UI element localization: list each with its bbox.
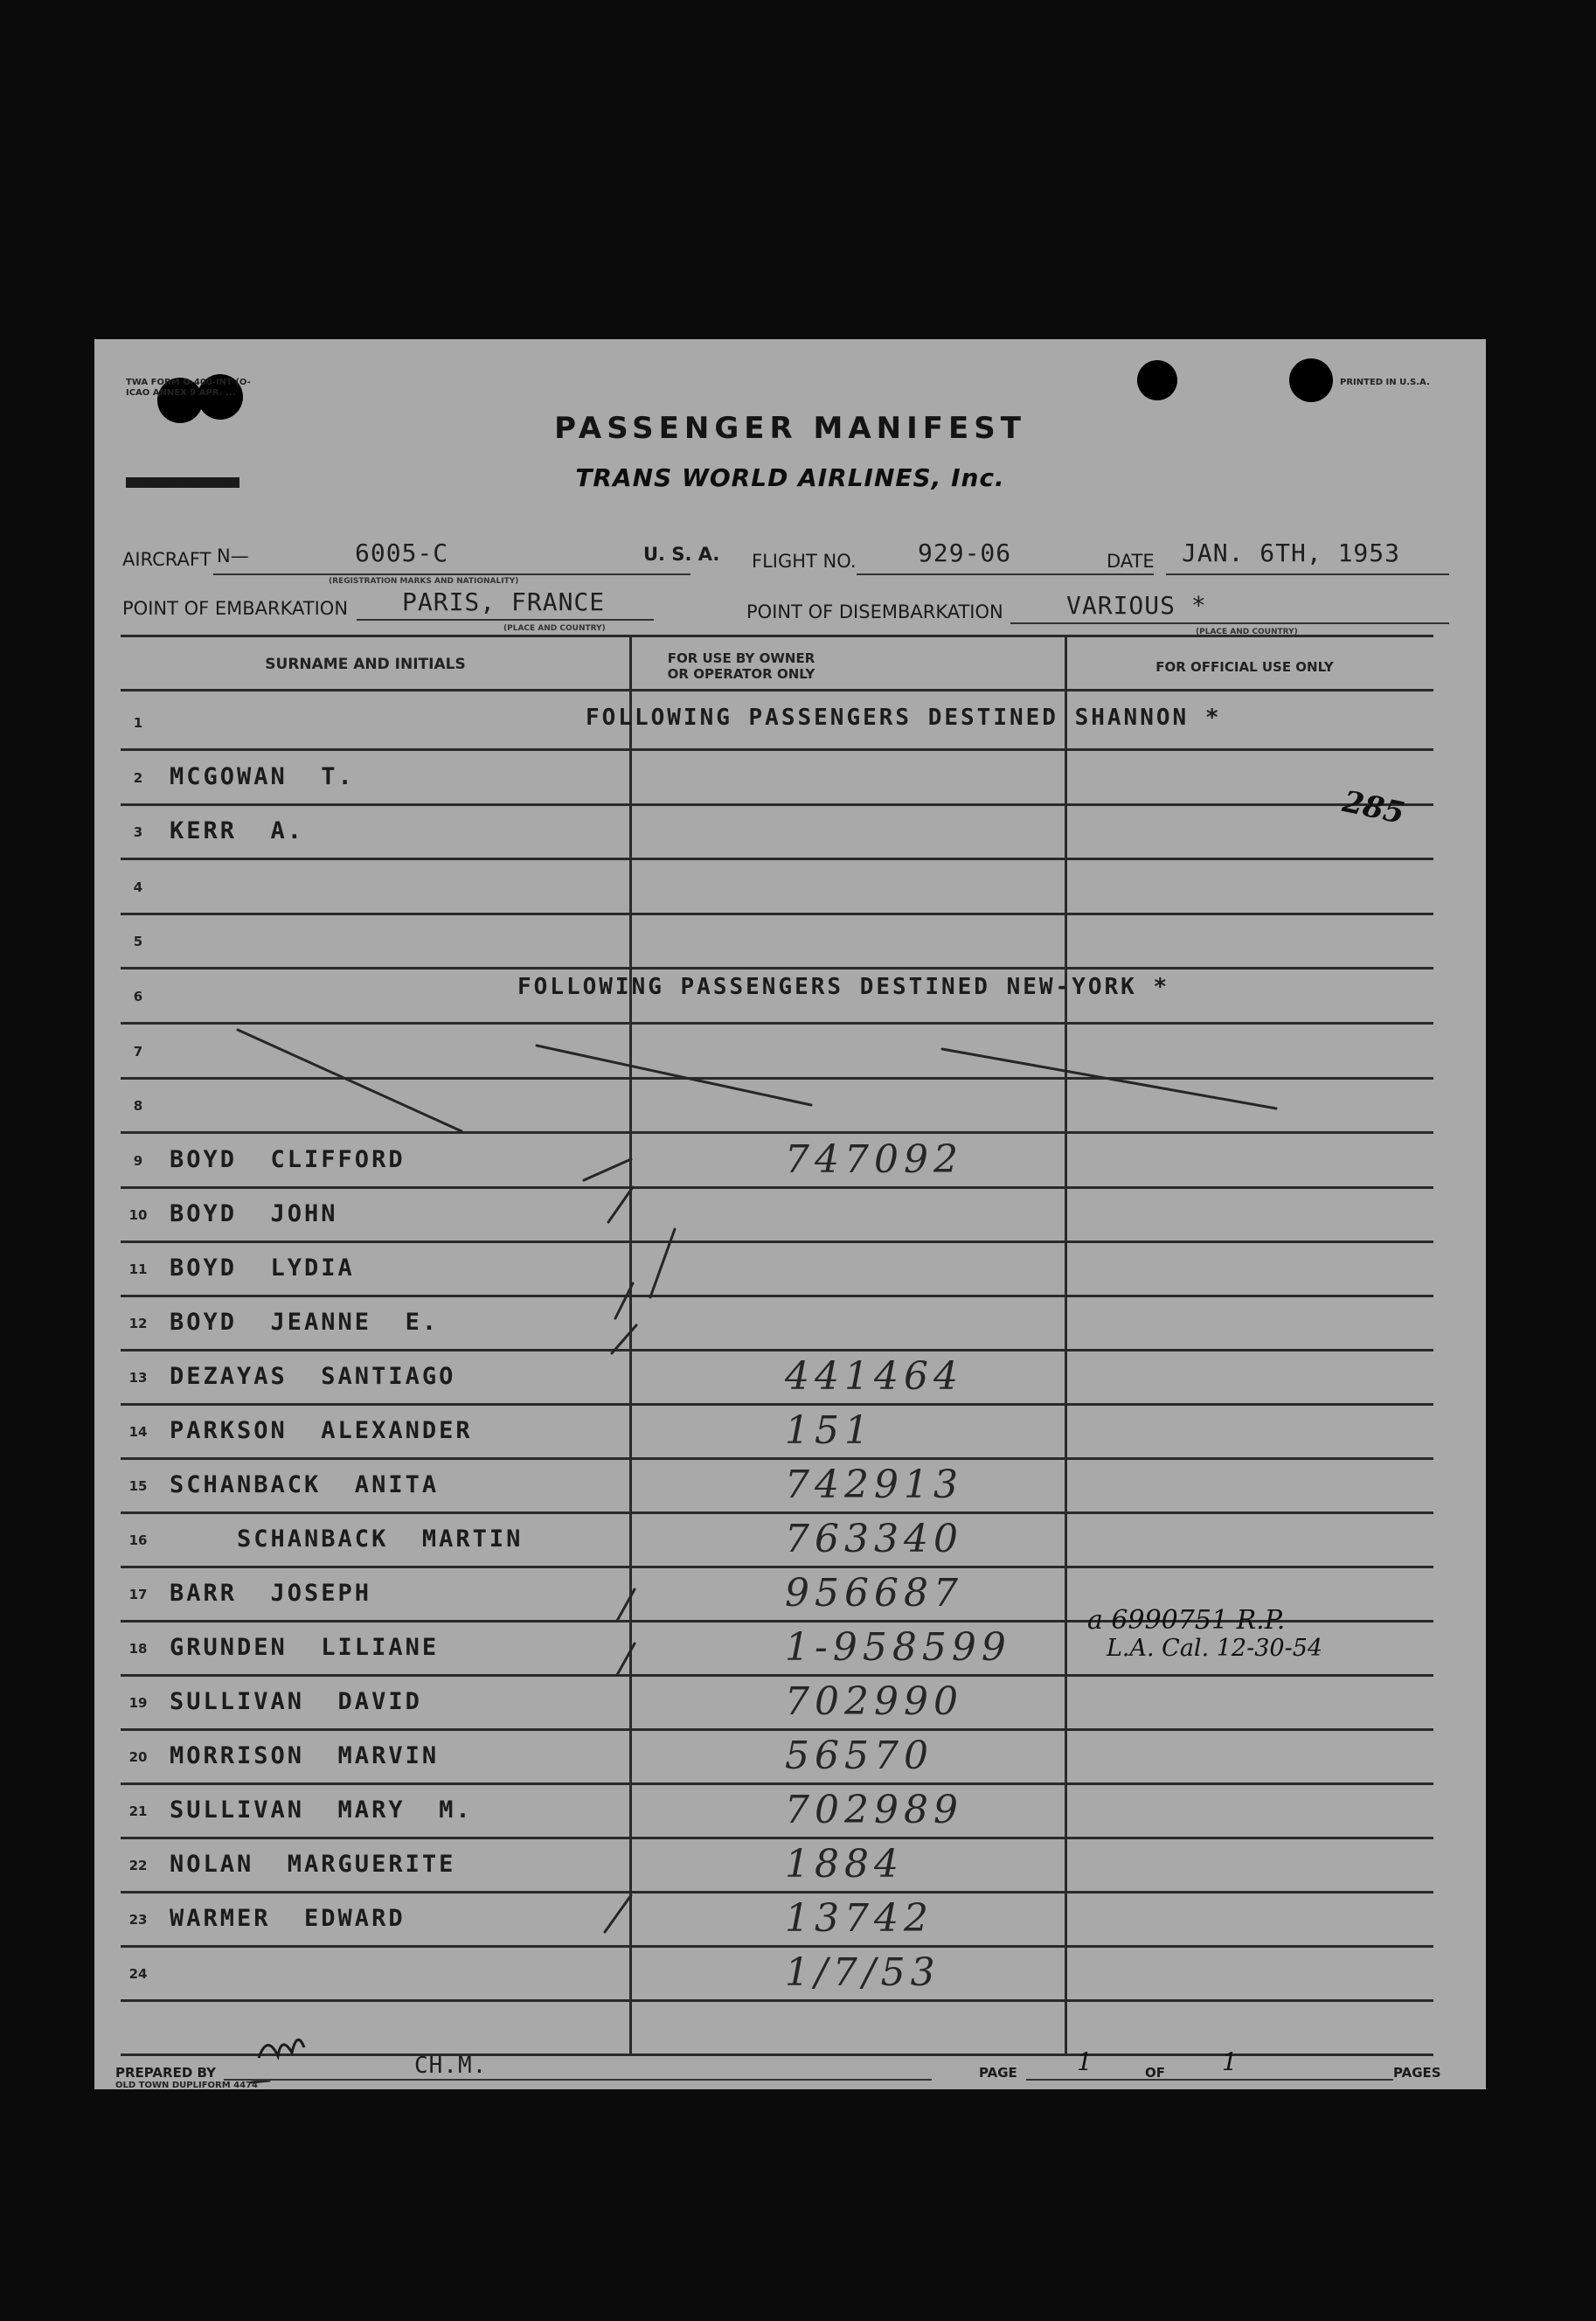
page-value: 1 [1077, 2047, 1093, 2076]
disembarkation-sublabel: (PLACE AND COUNTRY) [1196, 628, 1298, 636]
row-number: 9 [133, 1152, 143, 1169]
passenger-name: SULLIVAN MARY M. [170, 1796, 473, 1824]
date-value: JAN. 6TH, 1953 [1182, 539, 1401, 567]
banner-new-york: FOLLOWING PASSENGERS DESTINED NEW-YORK * [517, 974, 1170, 1000]
form-footer-code: OLD TOWN DUPLIFORM 4474 [115, 2081, 258, 2090]
page-label: PAGE [979, 2065, 1017, 2081]
preparer-signature [259, 2040, 304, 2058]
embarkation-label: POINT OF EMBARKATION [122, 598, 349, 619]
row-number: 2 [133, 769, 143, 786]
ticket-number: 1-958599 [785, 1624, 1011, 1670]
tick-mark [608, 1187, 633, 1222]
tick-mark [615, 1283, 633, 1318]
ticket-number: 702989 [785, 1787, 963, 1832]
row-number: 18 [128, 1640, 148, 1657]
prepared-by-value: CH.M. [414, 2053, 488, 2079]
ticket-number: 1/7/53 [785, 1949, 940, 1995]
ticket-number: 763340 [785, 1516, 963, 1561]
ticket-number: 956687 [785, 1570, 963, 1616]
disembarkation-label: POINT OF DISEMBARKATION [746, 601, 1003, 622]
ticket-number: 56570 [785, 1733, 933, 1778]
passenger-name: BOYD JOHN [170, 1199, 338, 1227]
passenger-name: BOYD LYDIA [170, 1254, 355, 1282]
flight-value: 929-06 [918, 539, 1012, 567]
of-label: OF [1145, 2065, 1165, 2081]
tick-mark [650, 1229, 675, 1297]
passenger-name: BARR JOSEPH [170, 1579, 372, 1607]
embarkation-value: PARIS, FRANCE [402, 587, 606, 616]
ticket-number: 747092 [785, 1136, 963, 1182]
cross-out-stroke [942, 1049, 1276, 1108]
ticket-number: 742913 [785, 1462, 963, 1507]
pen-strokes [94, 339, 1486, 2089]
airline-name: TRANS WORLD AIRLINES, Inc. [575, 463, 1005, 492]
ticket-number: 441464 [785, 1353, 963, 1399]
passenger-name: SCHANBACK ANITA [170, 1470, 440, 1498]
of-value: 1 [1222, 2047, 1238, 2076]
row-number: 8 [133, 1098, 143, 1115]
aircraft-prefix: N— [217, 546, 249, 566]
official-note-line-2: L.A. Cal. 12-30-54 [1107, 1635, 1323, 1662]
date-label: DATE [1107, 551, 1155, 572]
tick-mark [617, 1643, 635, 1675]
usa-label: U. S. A. [643, 544, 720, 565]
cross-out-stroke [238, 1030, 461, 1131]
embarkation-sublabel: (PLACE AND COUNTRY) [503, 624, 606, 633]
ticket-number: 151 [785, 1407, 874, 1453]
row-number: 19 [128, 1694, 148, 1711]
page-underline [1026, 2079, 1393, 2081]
cross-out-stroke [537, 1046, 811, 1105]
flight-label: FLIGHT NO. [752, 551, 857, 572]
owner-column-header-2: OR OPERATOR ONLY [667, 666, 815, 682]
ticket-number: 1884 [785, 1841, 904, 1887]
row-number: 7 [133, 1043, 143, 1060]
row-number: 17 [128, 1586, 148, 1602]
tick-mark [605, 1895, 631, 1932]
prepared-by-label: PREPARED BY [115, 2065, 216, 2081]
banner-shannon: FOLLOWING PASSENGERS DESTINED SHANNON * [586, 705, 1222, 731]
row-number: 14 [128, 1423, 148, 1440]
prepared-underline [224, 2079, 932, 2081]
row-number: 4 [133, 879, 143, 895]
row-number: 6 [133, 989, 143, 1004]
passenger-name: KERR A. [170, 817, 305, 845]
row-number: 10 [128, 1206, 148, 1223]
passenger-name: WARMER EDWARD [170, 1904, 406, 1932]
row-number: 21 [128, 1803, 148, 1819]
surname-column-header: SURNAME AND INITIALS [265, 656, 466, 673]
row-number: 23 [128, 1911, 148, 1928]
row-number: 20 [128, 1748, 148, 1765]
stamp-number: 285 [1339, 784, 1408, 831]
ticket-number: 702990 [785, 1678, 963, 1724]
row-number: 5 [133, 934, 143, 950]
passenger-name: GRUNDEN LILIANE [170, 1633, 440, 1661]
row-number: 13 [128, 1369, 148, 1386]
pages-label: PAGES [1393, 2065, 1441, 2081]
manifest-sheet [94, 339, 1486, 2089]
passenger-name: DEZAYAS SANTIAGO [170, 1362, 456, 1390]
passenger-name: MCGOWAN T. [170, 762, 355, 790]
page-title: PASSENGER MANIFEST [554, 411, 1026, 446]
tick-mark [584, 1159, 631, 1180]
row-number: 24 [128, 1965, 148, 1982]
aircraft-label: AIRCRAFT [122, 549, 212, 570]
row-number: 15 [128, 1477, 148, 1494]
passenger-name: BOYD CLIFFORD [170, 1145, 406, 1173]
passenger-name: SCHANBACK MARTIN [170, 1525, 524, 1553]
aircraft-value: 6005-C [355, 539, 449, 567]
disembarkation-value: VARIOUS * [1066, 591, 1207, 620]
owner-operator-label: OWNER OR OPERATOR [128, 477, 238, 487]
tick-mark [612, 1325, 636, 1353]
row-number: 3 [133, 824, 143, 841]
row-number: 12 [128, 1315, 148, 1331]
passenger-name: PARKSON ALEXANDER [170, 1416, 473, 1444]
row-number: 1 [133, 715, 143, 731]
owner-column-header-1: FOR USE BY OWNER [667, 650, 815, 666]
row-number: 22 [128, 1857, 148, 1873]
registration-sublabel: (REGISTRATION MARKS AND NATIONALITY) [329, 577, 519, 586]
passenger-name: NOLAN MARGUERITE [170, 1850, 456, 1878]
passenger-name: SULLIVAN DAVID [170, 1687, 422, 1715]
row-number: 11 [128, 1261, 148, 1277]
official-column-header: FOR OFFICIAL USE ONLY [1155, 659, 1334, 675]
official-note-line-1: a 6990751 R.P. [1087, 1605, 1286, 1636]
form-number: TWA FORM O-400-INT (O- ICAO ANNEX 9 APR. ... [126, 378, 251, 398]
printed-in-usa: PRINTED IN U.S.A. [1340, 378, 1430, 387]
ticket-number: 13742 [785, 1895, 933, 1941]
passenger-name: BOYD JEANNE E. [170, 1308, 440, 1336]
row-number: 16 [128, 1532, 148, 1548]
tick-mark [617, 1589, 635, 1621]
passenger-name: MORRISON MARVIN [170, 1741, 440, 1769]
